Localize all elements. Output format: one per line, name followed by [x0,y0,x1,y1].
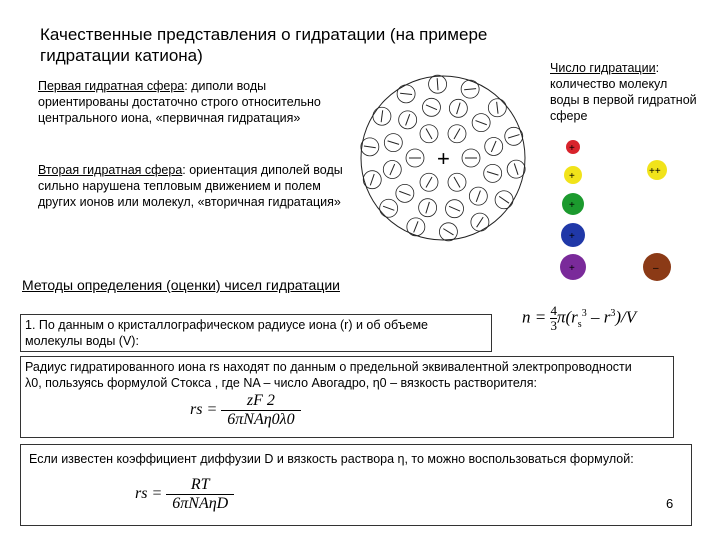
dipole-arrow [390,164,395,175]
dipole-arrow [476,191,480,202]
second-sphere-term: Вторая гидратная сфера [38,163,183,177]
slide-title: Качественные представления о гидратации (на примере гидратации катиона) [40,25,488,65]
formula-hydration-number: n = $\frac{4}{3}$ $\pi(r_s^3 - r^3)/V$ [522,303,637,333]
second-sphere-text [38,162,348,210]
ion-yellow2-sign: ++ [649,166,661,177]
method1-box [20,314,492,352]
stokes-box [20,356,674,438]
dipole-arrow [454,129,460,139]
dipole-arrow [364,146,376,148]
ion-green-sign: + [569,200,575,211]
dipole-arrow [406,114,410,125]
page-number: 6 [666,496,674,511]
dipole-arrow [426,105,437,110]
method1-text: 1. По данным о кристаллографическом радиусе иона (r) и об объеме молекулы воды (V): [25,318,429,348]
dipole-arrow [457,103,461,114]
dipole-arrow [449,206,460,211]
formula-diffusion: rs = RT 6πNAηD [135,476,234,513]
dipole-arrow [414,221,418,232]
dipole-arrow [399,191,410,195]
methods-title: Методы определения (оценки) чисел гидратации [22,277,340,293]
dipole-arrow [491,141,496,152]
first-sphere-desc: : диполи воды ориентированы достаточно строго относительно центрального иона, «первичная гидратация» [38,79,321,125]
first-sphere-text [38,78,348,126]
ion-blue-sign: + [569,231,575,242]
dipole-arrow [508,135,519,139]
formula-stokes: rs = zF 2 6πNAη0λ0 [190,392,301,429]
hydration-sphere-diagram [355,74,530,244]
second-sphere-desc: : ориентация диполей воды сильно нарушена тепловым движением и полем других ионов или молекул, «вторичная гидратация» [38,163,343,209]
dipole-arrow [426,177,432,187]
ion-red-sign: + [569,143,575,154]
dipole-arrow [514,163,518,174]
dipole-arrow [383,206,394,210]
hydration-number-text [550,60,700,124]
dipole-arrow [400,93,412,94]
ion-purple-sign: + [569,263,575,274]
dipole-arrow [487,172,498,176]
dipole-arrow [370,174,374,185]
ion-brown-sign: – [653,263,659,274]
dipole-arrow [497,102,498,114]
hydration-number-term: Число гидратации [550,61,656,75]
dipole-arrow [426,129,432,139]
dipole-arrow [476,121,487,125]
dipole-arrow [443,229,453,235]
dipole-arrow [464,89,476,90]
first-sphere-term: Первая гидратная сфера [38,79,185,93]
ion-size-illustration [545,132,710,282]
diffusion-text: Если известен коэффициент диффузии D и вязкость раствора η, то можно воспользоваться формулой: [29,452,634,466]
dipole-arrow [454,177,460,187]
dipole-arrow [388,141,399,145]
diffusion-box [20,444,692,526]
radius-text: Радиус гидратированного иона rs находят по данным о предельной эквивалентной электропроводности λ0, пользуясь формулой Стокса , где NA – число Авогадро, η0 – вязкость растворителя: [25,360,632,390]
dipole-arrow [426,202,430,213]
central-cation-sign: + [437,146,450,171]
dipole-arrow [437,78,438,90]
dipole-arrow [477,217,484,227]
ion-yellow-sign: + [569,171,575,182]
dipole-arrow [499,196,509,203]
hydration-number-desc: : количество молекул воды в первой гидратной сфере [550,61,697,123]
dipole-arrow [381,110,383,122]
